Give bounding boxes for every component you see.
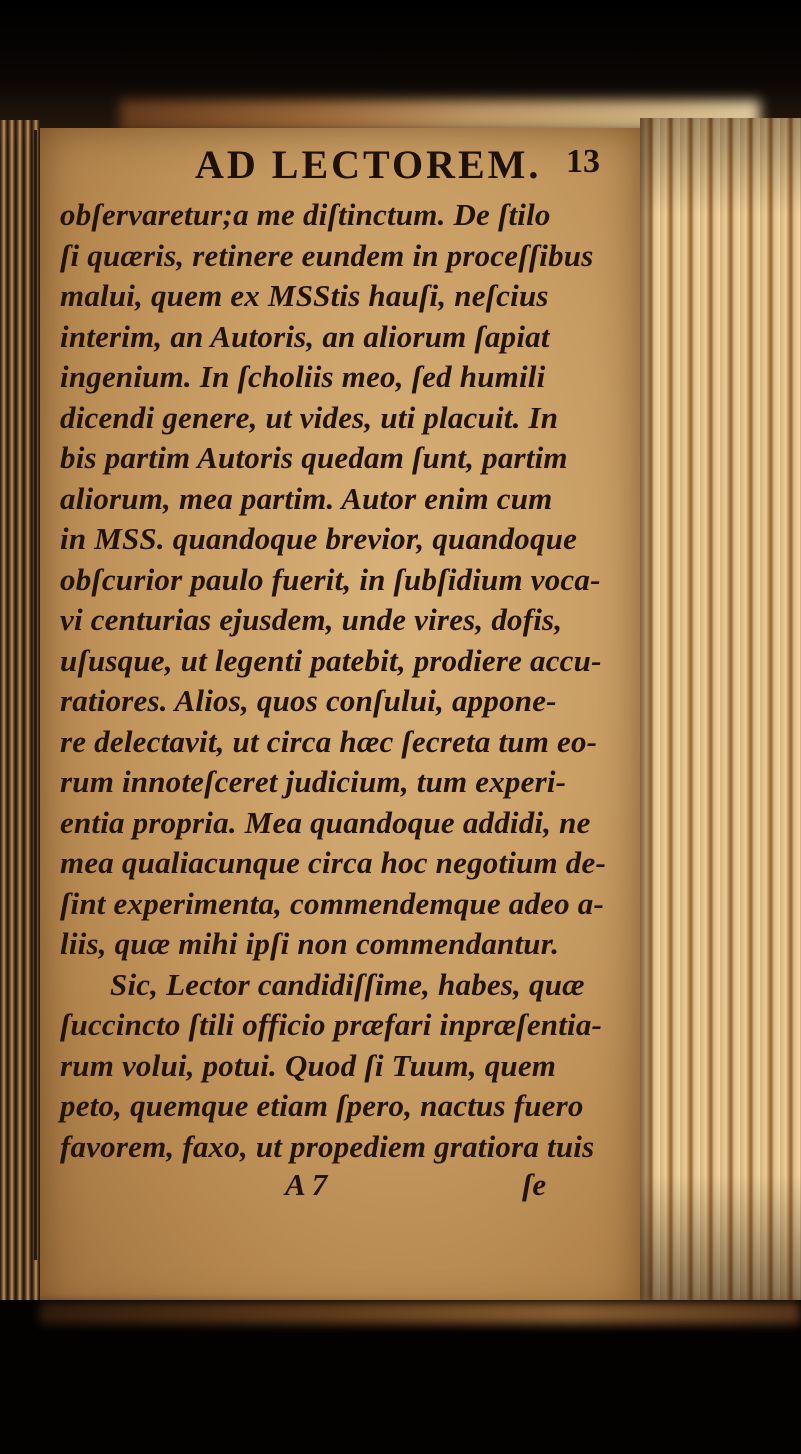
- text-line: mea qualiacunque circa hoc negotium de-: [60, 845, 606, 880]
- page-number: 13: [566, 143, 600, 180]
- catchword: ſe: [522, 1167, 547, 1202]
- text-line: ingenium. In ſcholiis meo, ſed humili: [60, 359, 546, 394]
- text-line: ratiores. Alios, quos conſului, appone-: [60, 683, 557, 718]
- text-line: rum volui, potui. Quod ſi Tuum, quem: [60, 1047, 557, 1083]
- page-text-block: [60, 135, 640, 1207]
- text-line: Sic, Lector candidiſſime, habes, quæ: [110, 966, 585, 1002]
- text-line: peto, quemque etiam ſpero, nactus fuero: [60, 1088, 584, 1123]
- text-line: bis partim Autoris quedam ſunt, partim: [60, 440, 568, 475]
- left-binding-line: [34, 130, 37, 1260]
- bottom-page-edge-blur: [40, 1302, 800, 1324]
- text-line: obſervaretur;a me diſtinctum. De ſtilo: [60, 197, 551, 232]
- page-footer: [60, 1167, 640, 1207]
- text-line: dicendi genere, ut vides, uti placuit. In: [60, 399, 559, 435]
- text-line: malui, quem ex MSStis hauſi, neſcius: [60, 278, 549, 313]
- right-stacked-page-edges: [640, 118, 801, 1318]
- text-line: liis, quæ mihi ipſi non commendantur.: [60, 926, 560, 961]
- text-line: favorem, faxo, ut propediem gratiora tuis: [60, 1128, 595, 1164]
- body-text: [60, 195, 640, 1167]
- running-head: [60, 135, 640, 195]
- text-line: aliorum, mea partim. Autor enim cum: [60, 480, 553, 516]
- text-line: ſint experimenta, commendemque adeo a-: [60, 885, 604, 921]
- text-line: entia propria. Mea quandoque addidi, ne: [60, 804, 591, 840]
- text-line: uſusque, ut legenti patebit, prodiere accu-: [60, 642, 602, 678]
- signature-mark: A 7: [285, 1167, 328, 1202]
- text-line: rum innoteſceret judicium, tum experi-: [60, 764, 567, 799]
- right-page-fold-shadow: [640, 118, 654, 1318]
- running-title: AD LECTOREM.: [195, 142, 542, 187]
- text-line: obſcurior paulo fuerit, in ſubſidium voca-: [60, 561, 601, 597]
- text-line: ſuccincto ſtili officio præfari inpræſentia-: [60, 1007, 603, 1042]
- text-line: ſi quæris, retinere eundem in proceſſibus: [60, 237, 594, 273]
- text-line: interim, an Autoris, an aliorum ſapiat: [60, 318, 550, 354]
- text-line: re delectavit, ut circa hæc ſecreta tum eo-: [60, 723, 598, 759]
- text-line: in MSS. quandoque brevior, quandoque: [60, 521, 578, 556]
- text-line: vi centurias ejusdem, unde vires, dofis,: [60, 602, 563, 637]
